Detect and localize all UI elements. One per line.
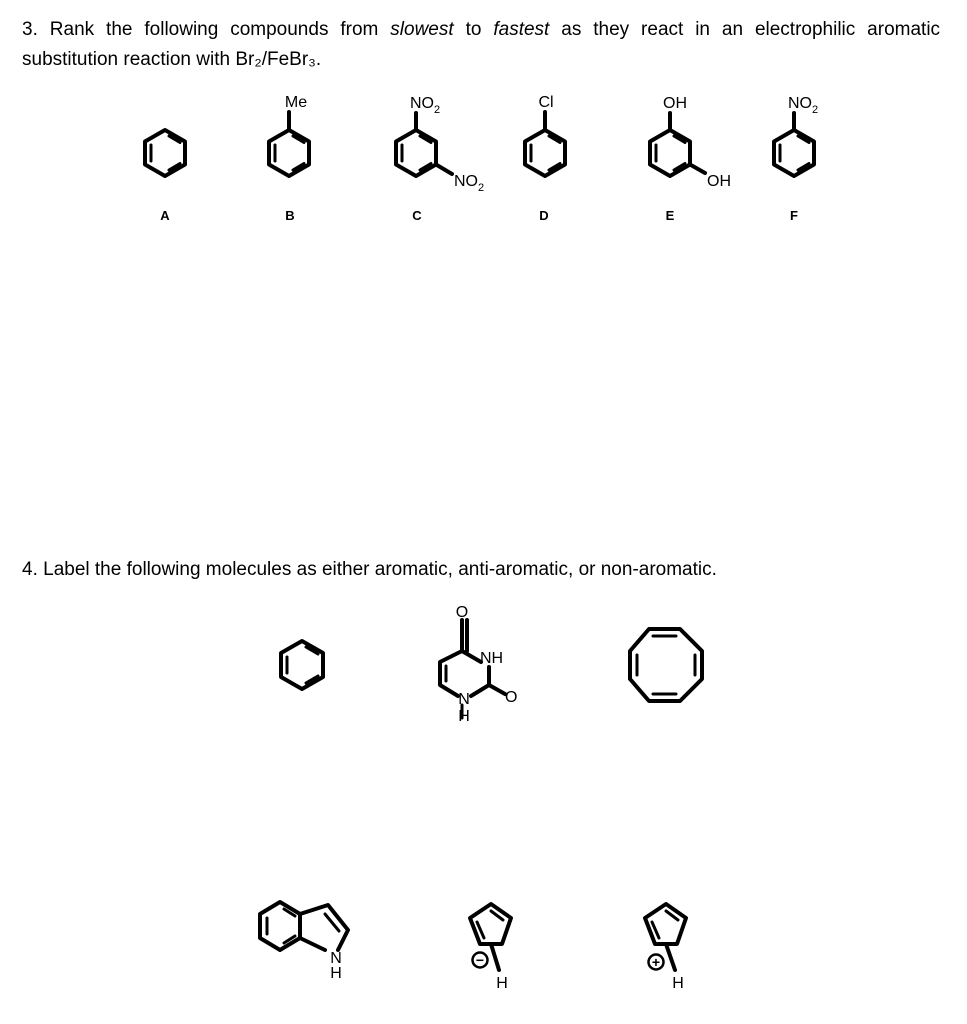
indole-h: H [330, 965, 342, 982]
uracil-n-bottom: N [458, 691, 470, 708]
question-4-body: Label the following molecules as either aromatic, anti-aromatic, or non-aromatic. [43, 559, 717, 580]
compound-c-top-substituent: $NO_2$ [410, 95, 441, 116]
indole-structure [260, 902, 348, 950]
uracil-carbonyl-o-top: O [455, 604, 469, 621]
slowest-word: slowest [390, 19, 454, 40]
question-3-text-before: Rank the following compounds from [49, 19, 379, 40]
question-3-text-after: as they react in an electrophilic aromatic substitution reaction with [22, 19, 941, 70]
compound-a-structure [145, 130, 185, 176]
compound-b-structure [269, 112, 309, 176]
compound-d-substituent: Cl [538, 94, 554, 111]
anion-charge-sign: − [475, 952, 485, 968]
question-3-number: 3. [22, 19, 38, 40]
cp-anion-h: H [496, 975, 508, 992]
compound-d-label: D [539, 208, 549, 223]
compound-f-structure [774, 113, 814, 176]
cyclooctatetraene-structure [630, 629, 702, 701]
compound-e-side-substituent: OH [707, 173, 731, 190]
compound-c-side-substituent: $NO_2$ [454, 173, 485, 194]
compound-f-label: F [790, 208, 798, 223]
cation-charge-sign: + [651, 954, 661, 970]
uracil-carbonyl-o-right: O [505, 689, 518, 706]
compound-f-substituent: $NO_2$ [788, 95, 819, 116]
compound-c-label: C [412, 208, 422, 223]
compound-c-structure [396, 113, 452, 176]
compound-a-label: A [160, 208, 170, 223]
uracil-structure [440, 620, 505, 718]
uracil-nh-right: NH [480, 650, 504, 667]
compound-b-substituent: Me [284, 94, 308, 111]
reagent: Br₂/FeBr₃. [235, 49, 322, 70]
compound-e-structure [650, 113, 705, 176]
uracil-h-bottom: H [458, 708, 470, 725]
compound-b-label: B [285, 208, 295, 223]
to-word: to [465, 19, 482, 40]
indole-n: N [330, 950, 342, 967]
compound-e-top-substituent: OH [663, 95, 687, 112]
compound-d-structure [525, 112, 565, 176]
benzene-structure [281, 641, 323, 689]
cp-cation-h: H [672, 975, 684, 992]
compound-e-label: E [665, 208, 675, 223]
question-4-number: 4. [22, 559, 38, 580]
fastest-word: fastest [493, 19, 550, 40]
